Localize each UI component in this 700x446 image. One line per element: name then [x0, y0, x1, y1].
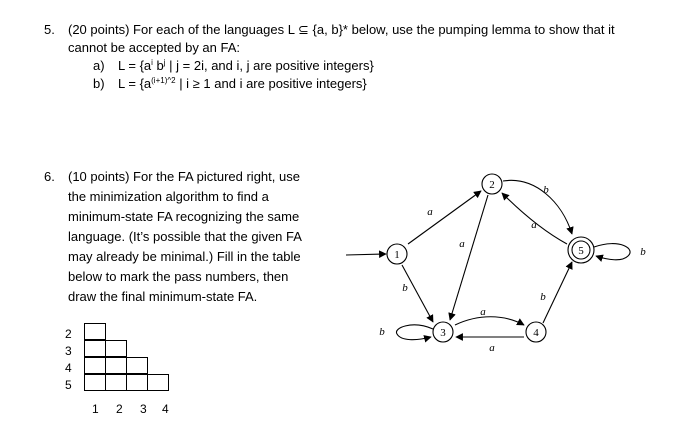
q6-line-3: minimum-state FA recognizing the same [68, 209, 300, 224]
edge-label-2-3: a [459, 238, 465, 250]
state-2-label: 2 [489, 179, 495, 191]
table-row-label: 2 [65, 327, 72, 341]
state-5-label: 5 [578, 245, 584, 257]
q6-line-5: may already be minimal.) Fill in the table [68, 249, 301, 264]
table-col-label: 3 [140, 402, 147, 416]
table-row-label: 3 [65, 344, 72, 358]
q5-part-a-label: a) [93, 58, 105, 73]
state-1-label: 1 [394, 249, 400, 261]
edge-label-3-3: b [379, 326, 385, 338]
state-4-label: 4 [533, 327, 539, 339]
edge-label-3-4: a [480, 306, 486, 318]
state-3-label: 3 [440, 327, 446, 339]
edge-2-5 [503, 180, 572, 234]
edge-label-5-5: b [640, 246, 646, 258]
q5-intro: (20 points) For each of the languages L ⊆ {a, b}* below, use the pumping lemma to show that it [68, 22, 615, 37]
q5-part-b-label: b) [93, 76, 105, 91]
edge-4-5 [543, 262, 572, 323]
table-row-label: 5 [65, 378, 72, 392]
q5-part-a-language: $L = \{a^i$ $b^j$ | j = 2i, and i, j are positive integers} [118, 58, 374, 73]
edge-label-2-5: b [543, 184, 549, 196]
q6-number: 6. [44, 169, 55, 184]
edge-label-4-5: b [540, 291, 546, 303]
table-row-label: 4 [65, 361, 72, 375]
edge-label-1-2: a [427, 206, 433, 218]
q6-line-1: (10 points) For the FA pictured right, use [68, 169, 300, 184]
q6-line-7: draw the final minimum-state FA. [68, 289, 258, 304]
q6-line-4: language. (It’s possible that the given FA [68, 229, 302, 244]
q5-part-b-language: $L = \{a^{(i+1)\^{}2}$ | i ≥ 1 and i are positive integers} [118, 76, 367, 91]
edge-3-3 [396, 325, 433, 340]
q5-number: 5. [44, 22, 55, 37]
table-col-label: 4 [162, 402, 169, 416]
table-col-label: 2 [116, 402, 123, 416]
table-col-label: 1 [92, 402, 99, 416]
edge-3-4 [455, 317, 524, 325]
start-arrow [346, 254, 386, 255]
q6-line-6: below to mark the pass numbers, then [68, 269, 289, 284]
edge-1-2 [408, 191, 481, 244]
edge-label-1-3: b [402, 282, 408, 294]
edge-2-3 [450, 195, 488, 320]
edge-label-5-2: a [531, 219, 537, 231]
q6-line-2: the minimization algorithm to find a [68, 189, 269, 204]
edge-label-4-3: a [489, 342, 495, 354]
q5-intro-2: cannot be accepted by an FA: [68, 40, 241, 55]
edge-5-5 [594, 244, 630, 260]
